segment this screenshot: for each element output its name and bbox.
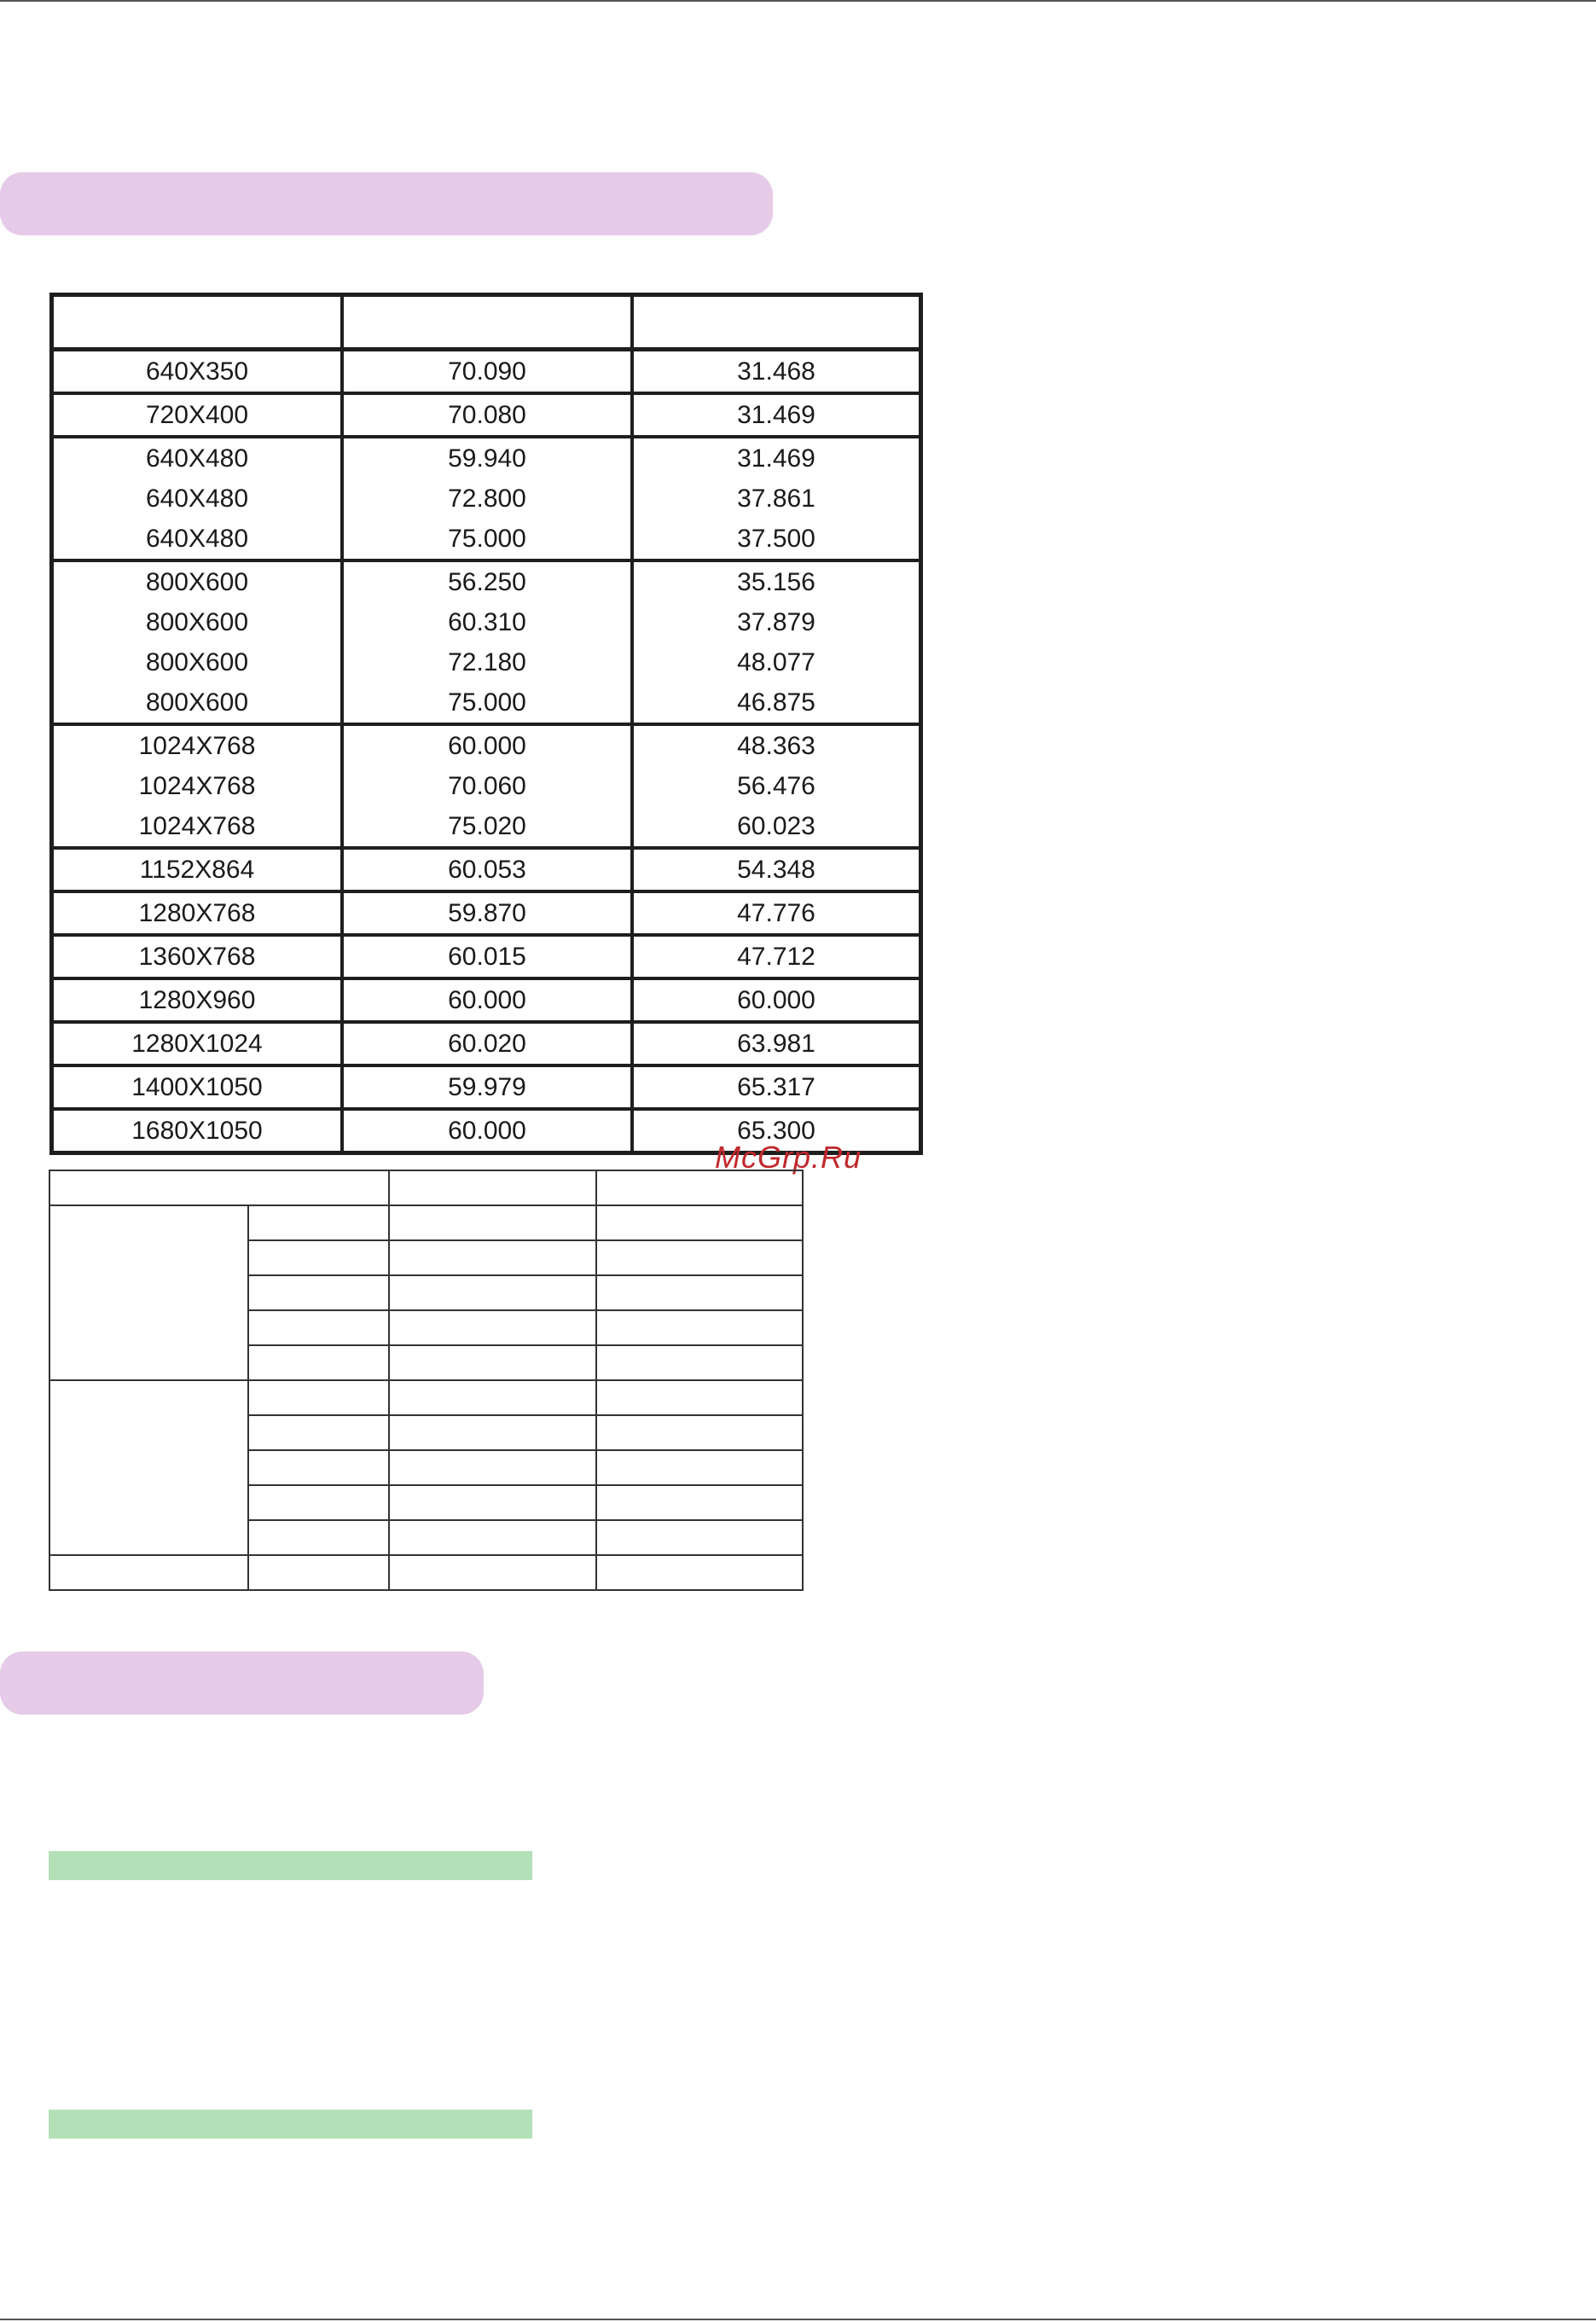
resolution-cell: 1152X864 — [54, 850, 344, 890]
table-row — [54, 351, 919, 392]
vertical-cell: 56.250 — [344, 562, 634, 602]
resolution-cell: 640X480 — [54, 479, 344, 519]
signal-spec-table — [49, 1170, 804, 1591]
vertical-cell: 59.870 — [344, 893, 634, 933]
table-row — [54, 766, 919, 806]
horizontal-cell: 37.879 — [737, 607, 815, 636]
table-row — [49, 1170, 803, 1205]
resolution-cell: 800X600 — [54, 602, 344, 642]
table-cell — [596, 1450, 803, 1485]
table-cell — [49, 1205, 248, 1380]
table-cell — [248, 1450, 389, 1485]
table-cell — [596, 1520, 803, 1555]
vertical-cell: 60.000 — [344, 1111, 634, 1151]
timing-table-body — [54, 351, 919, 1151]
resolution-cell: 1024X768 — [54, 726, 344, 766]
table-row — [54, 562, 919, 602]
table-row — [54, 937, 919, 977]
subsection-bar-2 — [49, 2110, 532, 2139]
table-cell — [389, 1415, 596, 1450]
horizontal-cell: 35.156 — [737, 567, 815, 596]
horizontal-cell: 47.776 — [737, 898, 815, 927]
section-header-bar — [0, 172, 773, 235]
vertical-cell: 59.979 — [344, 1067, 634, 1107]
table-cell — [248, 1345, 389, 1380]
vertical-cell: 60.053 — [344, 850, 634, 890]
vertical-cell: 72.800 — [344, 479, 634, 519]
vertical-cell: 60.310 — [344, 602, 634, 642]
table-cell — [596, 1310, 803, 1345]
vertical-cell: 59.940 — [344, 438, 634, 479]
horizontal-cell: 31.469 — [737, 444, 815, 473]
vertical-cell: 75.000 — [344, 682, 634, 723]
table-cell — [596, 1345, 803, 1380]
timing-group — [54, 980, 919, 1024]
resolution-cell: 1280X768 — [54, 893, 344, 933]
vertical-cell: 70.090 — [344, 351, 634, 392]
resolution-cell: 800X600 — [54, 562, 344, 602]
horizontal-cell: 47.712 — [737, 942, 815, 971]
timing-table-header — [54, 297, 919, 351]
section-header-bar-2 — [0, 1652, 484, 1715]
table-cell — [248, 1240, 389, 1275]
table-cell — [248, 1380, 389, 1415]
watermark: McGrp.Ru — [715, 1140, 862, 1175]
vertical-cell: 60.000 — [344, 980, 634, 1020]
table-cell — [596, 1555, 803, 1590]
bottom-rule — [0, 2319, 1596, 2320]
header-horizontal-frequency — [634, 297, 919, 347]
resolution-cell: 640X480 — [54, 519, 344, 559]
table-cell — [389, 1485, 596, 1520]
table-cell — [248, 1555, 389, 1590]
subsection-bar-1 — [49, 1851, 532, 1880]
resolution-cell: 720X400 — [54, 395, 344, 435]
table-row — [54, 438, 919, 479]
vertical-cell: 60.020 — [344, 1024, 634, 1064]
table-cell — [49, 1380, 248, 1555]
table-cell — [596, 1205, 803, 1240]
resolution-cell: 1024X768 — [54, 806, 344, 846]
header-vertical-frequency — [344, 297, 634, 347]
horizontal-cell: 37.861 — [737, 484, 815, 513]
resolution-cell: 640X350 — [54, 351, 344, 392]
timing-group — [54, 1024, 919, 1067]
resolution-cell: 1680X1050 — [54, 1111, 344, 1151]
resolution-cell: 1280X960 — [54, 980, 344, 1020]
table-row — [54, 642, 919, 682]
vertical-cell: 70.080 — [344, 395, 634, 435]
timing-group — [54, 893, 919, 937]
resolution-cell: 800X600 — [54, 682, 344, 723]
resolution-cell: 800X600 — [54, 642, 344, 682]
table-cell — [596, 1415, 803, 1450]
table-cell — [248, 1275, 389, 1310]
horizontal-cell: 31.469 — [737, 400, 815, 429]
timing-group — [54, 726, 919, 850]
table-cell — [49, 1555, 248, 1590]
vertical-cell: 60.000 — [344, 726, 634, 766]
horizontal-cell: 54.348 — [737, 855, 815, 884]
table-cell — [596, 1380, 803, 1415]
table-row — [54, 1024, 919, 1064]
resolution-cell: 1360X768 — [54, 937, 344, 977]
horizontal-cell: 63.981 — [737, 1029, 815, 1058]
table-row — [54, 980, 919, 1020]
table-row — [54, 602, 919, 642]
table-cell — [389, 1240, 596, 1275]
resolution-cell: 1280X1024 — [54, 1024, 344, 1064]
timing-group — [54, 438, 919, 562]
horizontal-cell: 46.875 — [737, 688, 815, 717]
resolution-cell: 640X480 — [54, 438, 344, 479]
vertical-cell: 75.000 — [344, 519, 634, 559]
table-row — [49, 1380, 803, 1415]
display-timing-table — [49, 293, 923, 1155]
horizontal-cell: 31.468 — [737, 357, 815, 386]
table-cell — [389, 1310, 596, 1345]
table-cell — [596, 1485, 803, 1520]
horizontal-cell: 65.300 — [737, 1116, 815, 1145]
table-cell — [248, 1485, 389, 1520]
table-cell — [389, 1450, 596, 1485]
table-cell — [596, 1170, 803, 1205]
horizontal-cell: 37.500 — [737, 524, 815, 553]
table-cell — [389, 1275, 596, 1310]
horizontal-cell: 60.023 — [737, 811, 815, 840]
horizontal-cell: 60.000 — [737, 985, 815, 1014]
table-cell — [389, 1520, 596, 1555]
header-resolution — [54, 297, 344, 347]
table-row — [54, 850, 919, 890]
table-row — [54, 726, 919, 766]
vertical-cell: 72.180 — [344, 642, 634, 682]
table-cell — [248, 1310, 389, 1345]
table-row — [54, 479, 919, 519]
table-cell — [248, 1520, 389, 1555]
top-rule — [0, 0, 1596, 2]
table-cell — [248, 1205, 389, 1240]
table-cell — [596, 1240, 803, 1275]
resolution-cell: 1400X1050 — [54, 1067, 344, 1107]
table-cell — [389, 1205, 596, 1240]
horizontal-cell: 65.317 — [737, 1072, 815, 1101]
timing-group — [54, 562, 919, 726]
table-row — [54, 519, 919, 559]
table-cell — [389, 1345, 596, 1380]
table-row — [49, 1205, 803, 1240]
vertical-cell: 75.020 — [344, 806, 634, 846]
table-row — [49, 1555, 803, 1590]
table-row — [54, 395, 919, 435]
resolution-cell: 1024X768 — [54, 766, 344, 806]
table-cell — [596, 1275, 803, 1310]
horizontal-cell: 48.363 — [737, 731, 815, 760]
horizontal-cell: 48.077 — [737, 647, 815, 676]
table-row — [54, 806, 919, 846]
table-row — [54, 893, 919, 933]
timing-group — [54, 850, 919, 893]
horizontal-cell: 56.476 — [737, 771, 815, 800]
timing-group — [54, 351, 919, 395]
vertical-cell: 60.015 — [344, 937, 634, 977]
timing-group — [54, 937, 919, 980]
vertical-cell: 70.060 — [344, 766, 634, 806]
table-cell — [389, 1380, 596, 1415]
timing-group — [54, 395, 919, 438]
table-row — [54, 1067, 919, 1107]
timing-group — [54, 1067, 919, 1111]
table-cell — [248, 1415, 389, 1450]
table-cell — [389, 1170, 596, 1205]
table-row — [54, 682, 919, 723]
table-cell — [389, 1555, 596, 1590]
table-cell — [49, 1170, 389, 1205]
